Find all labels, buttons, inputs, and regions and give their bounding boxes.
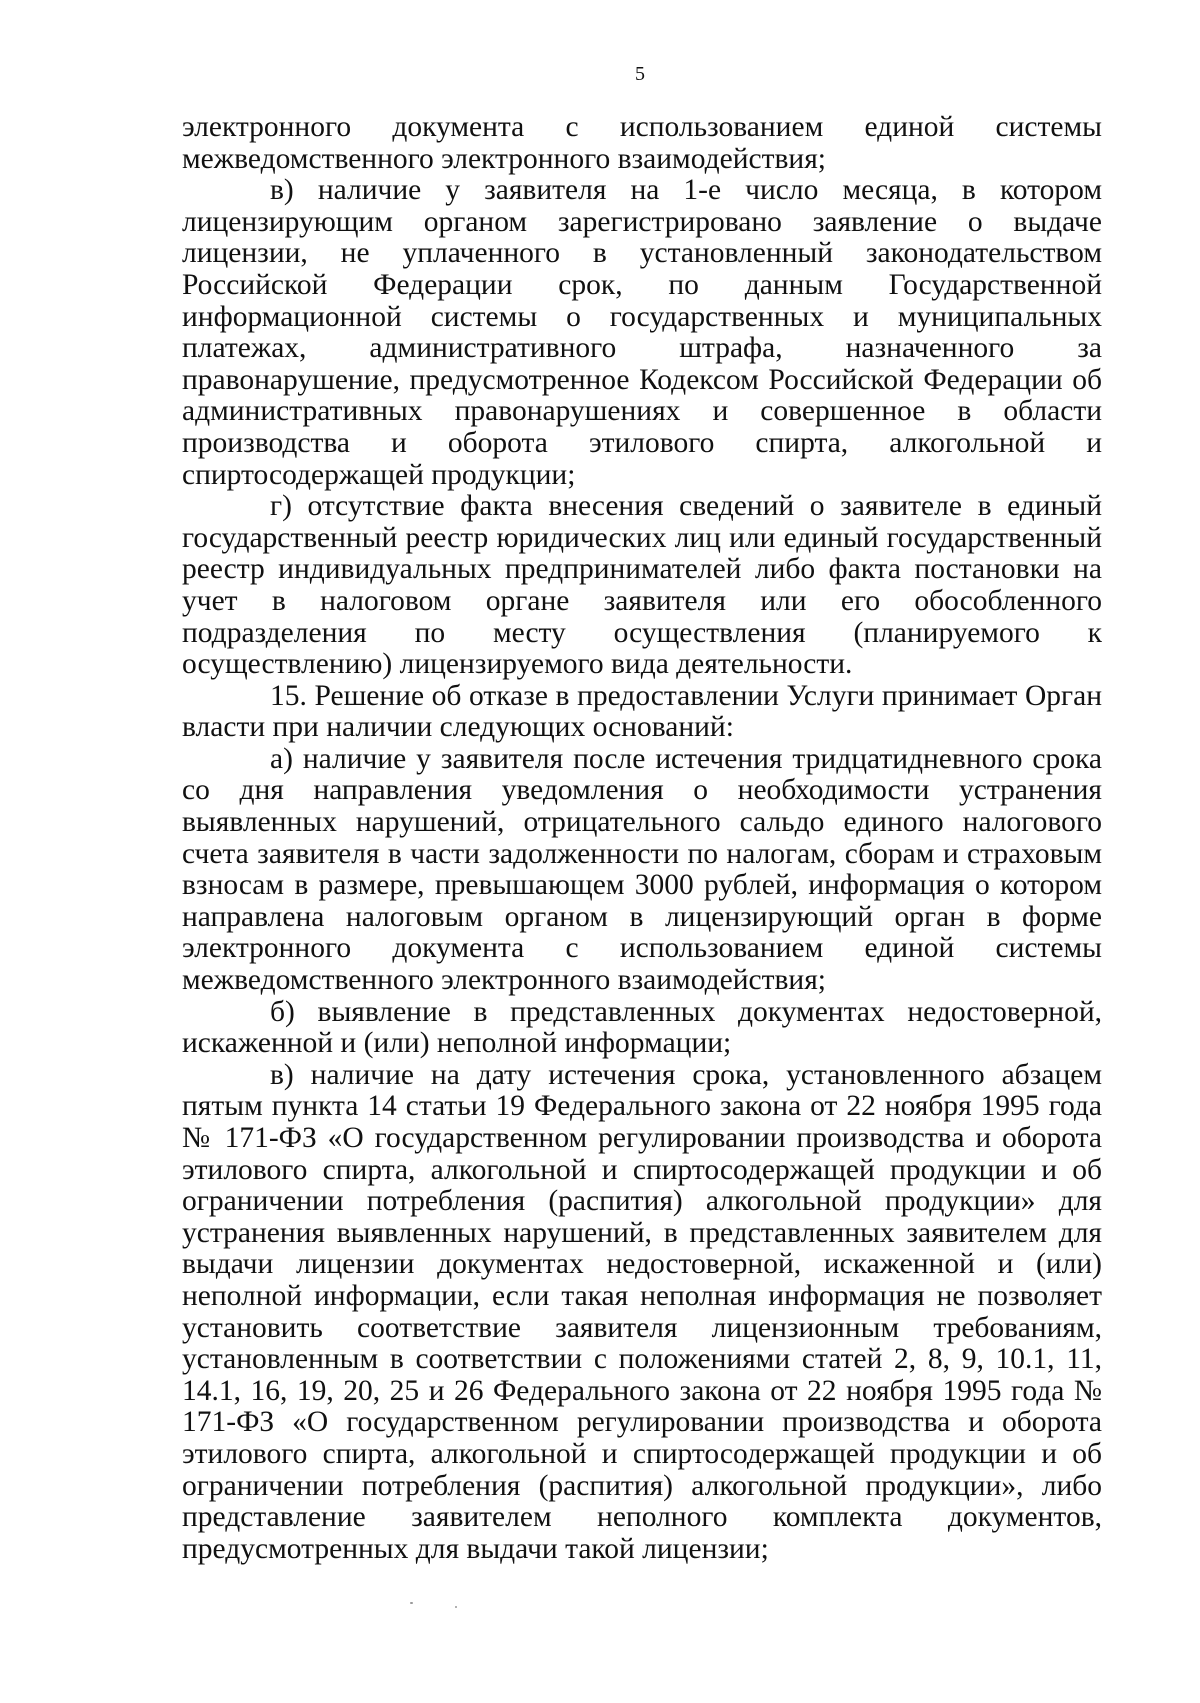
paragraph-item-v-incomplete: в) наличие на дату истечения срока, установленного абзацем пятым пункта 14 статьи 19 Федерального закона от 22 ноября 1995 года № 171-ФЗ «О государственном регулировании производства и оборота этилового спирта, алкогольной и спиртосодержащей продукции и об ограничении потребления (распития) алкогольной продукции» для устранения выявленных нарушений, в представленных заявителем для выдачи лицензии документах недостоверной, искаженной и (или) неполной информации, если такая неполная информация не позволяет установить соответствие заявителя лицензионным требованиям, установленным в соответствии с положениями статей 2, 8, 9, 10.1, 11, 14.1, 16, 19, 20, 25 и 26 Федерального закона от 22 ноября 1995 года № 171-ФЗ «О государственном регулировании производства и оборота этилового спирта, алкогольной и спиртосодержащей продукции и об ограничении потребления (распития) алкогольной продукции», либо представление заявителем неполного комплекта документов, предусмотренных для выдачи такой лицензии; xyxy=(182,1058,1102,1565)
paragraph-continuation: электронного документа с использованием единой системы межведомственного электронного взаимодействия; xyxy=(182,111,1102,175)
paragraph-clause-15: 15. Решение об отказе в предоставлении Услуги принимает Орган власти при наличии следующих оснований: xyxy=(182,679,1102,744)
paragraph-item-b-false-info: б) выявление в представленных документах недостоверной, искаженной и (или) неполной информации; xyxy=(182,995,1102,1060)
paragraph-item-v-fine: в) наличие у заявителя на 1-е число месяца, в котором лицензирующим органом зарегистрировано заявление о выдаче лицензии, не уплаченного в установленный законодательством Российской Федерации срок, по данным Государственной информационной системы о государственных и муниципальных платежах, административного штрафа, назначенного за правонарушение, предусмотренное Кодексом Российской Федерации об административных правонарушениях и совершенное в области производства и оборота этилового спирта, алкогольной и спиртосодержащей продукции; xyxy=(182,174,1102,491)
document-body xyxy=(182,112,1102,1565)
scan-artifact xyxy=(455,1606,457,1608)
paragraph-item-a-tax-debt: а) наличие у заявителя после истечения тридцатидневного срока со дня направления уведомления о необходимости устранения выявленных нарушений, отрицательного сальдо единого налогового счета заявителя в части задолженности по налогам, сборам и страховым взносам в размере, превышающем 3000 рублей, информация о котором направлена налоговым органом в лицензирующий орган в форме электронного документа с использованием единой системы межведомственного электронного взаимодействия; xyxy=(182,742,1102,997)
scan-artifact xyxy=(410,1602,413,1604)
page-number: 5 xyxy=(635,63,645,85)
paragraph-item-g-registry: г) отсутствие факта внесения сведений о заявителе в единый государственный реестр юридических лиц или единый государственный реестр индивидуальных предпринимателей либо факта постановки на учет в налоговом органе заявителя или его обособленного подразделения по месту осуществления (планируемого к осуществлению) лицензируемого вида деятельности. xyxy=(182,490,1102,681)
